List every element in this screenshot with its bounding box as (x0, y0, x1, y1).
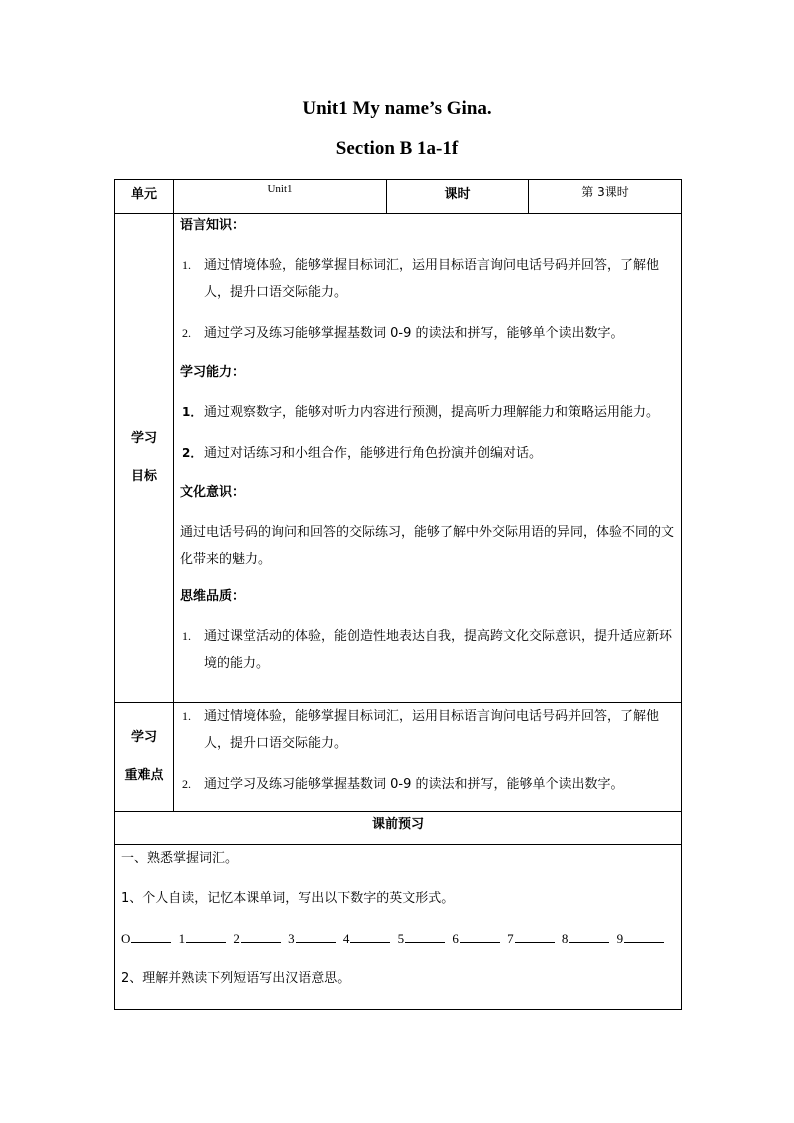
answer-blank[interactable] (405, 930, 445, 943)
period-value: 第 3课时 (529, 180, 682, 214)
lesson-plan-table (114, 179, 682, 1010)
culture-heading: 文化意识： (180, 485, 246, 500)
item-number: 1. (182, 709, 191, 723)
objectives-label-line2: 目标 (130, 469, 157, 484)
culture-text: 通过电话号码的询问和回答的交际练习，能够了解中外交际用语的异同，体验不同的文化带来的魅力。 (180, 525, 675, 567)
language-heading: 语言知识： (180, 218, 246, 233)
keypoint-item (180, 771, 677, 798)
answer-blank[interactable] (569, 930, 609, 943)
answer-blank[interactable] (131, 930, 171, 943)
digit-label: 7 (507, 931, 514, 946)
document-subtitle: Section B 1a-1f (335, 138, 459, 159)
item-text: 通过课堂活动的体验，能创造性地表达自我，提高跨文化交际意识，提升适应新环境的能力。 (204, 629, 673, 671)
digit-label: 1 (178, 931, 186, 946)
item-number: 2. (182, 777, 191, 791)
item-text: 通过学习及练习能够掌握基数词 0-9 的读法和拼写，能够单个读出数字。 (204, 326, 624, 341)
answer-blank[interactable] (515, 930, 555, 943)
keypoint-item (180, 703, 677, 757)
digit-label: 2 (233, 931, 240, 946)
item-text: 通过学习及练习能够掌握基数词 0-9 的读法和拼写，能够单个读出数字。 (204, 777, 624, 792)
preview-heading-row (115, 812, 682, 845)
unit-value: Unit1 (174, 180, 387, 214)
keypoints-label-line1: 学习 (130, 730, 157, 745)
objectives-content (174, 214, 682, 703)
digit-label: 6 (452, 931, 459, 946)
keypoints-label (115, 703, 174, 812)
preview-row (115, 845, 682, 1010)
objectives-label-line1: 学习 (130, 431, 157, 446)
answer-blank[interactable] (460, 930, 500, 943)
preview-line-3: 2、理解并熟读下列短语写出汉语意思。 (121, 971, 351, 986)
digit-label: 5 (397, 931, 405, 946)
preview-line-2: 1、个人自读，记忆本课单词，写出以下数字的英文形式。 (121, 891, 455, 906)
digit-label: O (121, 931, 131, 946)
answer-blank[interactable] (624, 930, 664, 943)
item-number: 1. (182, 258, 191, 272)
preview-heading: 课前预习 (115, 812, 682, 845)
item-number: 1． (182, 405, 203, 419)
answer-blank[interactable] (241, 930, 281, 943)
item-text: 通过情境体验，能够掌握目标词汇，运用目标语言询问电话号码并回答，了解他人，提升口语交际能力。 (204, 709, 660, 751)
thinking-item (180, 623, 677, 677)
ability-item (180, 399, 677, 426)
preview-content (115, 845, 682, 1010)
digit-label: 3 (288, 931, 295, 946)
language-item (180, 320, 677, 347)
ability-item (180, 440, 677, 467)
item-number: 1. (182, 629, 191, 643)
keypoints-content (174, 703, 682, 812)
answer-blank[interactable] (186, 930, 226, 943)
thinking-heading: 思维品质： (180, 589, 246, 604)
digit-label: 4 (342, 931, 350, 946)
item-number: 2． (182, 446, 203, 460)
keypoints-row (115, 703, 682, 812)
digit-blanks (121, 929, 675, 949)
item-text: 通过情境体验，能够掌握目标词汇，运用目标语言询问电话号码并回答，了解他人，提升口语交际能力。 (204, 258, 660, 300)
answer-blank[interactable] (296, 930, 336, 943)
language-item (180, 252, 677, 306)
item-text: 通过对话练习和小组合作，能够进行角色扮演并创编对话。 (204, 446, 543, 461)
item-text: 通过观察数字，能够对听力内容进行预测，提高听力理解能力和策略运用能力。 (204, 405, 660, 420)
keypoints-label-line2: 重难点 (124, 768, 164, 783)
answer-blank[interactable] (350, 930, 390, 943)
digit-label: 9 (616, 931, 624, 946)
unit-label: 单元 (115, 180, 174, 214)
objectives-row (115, 214, 682, 703)
digit-label: 8 (561, 931, 569, 946)
period-label: 课时 (387, 180, 529, 214)
document-title: Unit1 My name’s Gina. (302, 98, 492, 119)
objectives-label (115, 214, 174, 703)
item-number: 2. (182, 326, 191, 340)
header-row (115, 180, 682, 214)
preview-line-1: 一、熟悉掌握词汇。 (121, 851, 239, 866)
ability-heading: 学习能力： (180, 365, 246, 380)
